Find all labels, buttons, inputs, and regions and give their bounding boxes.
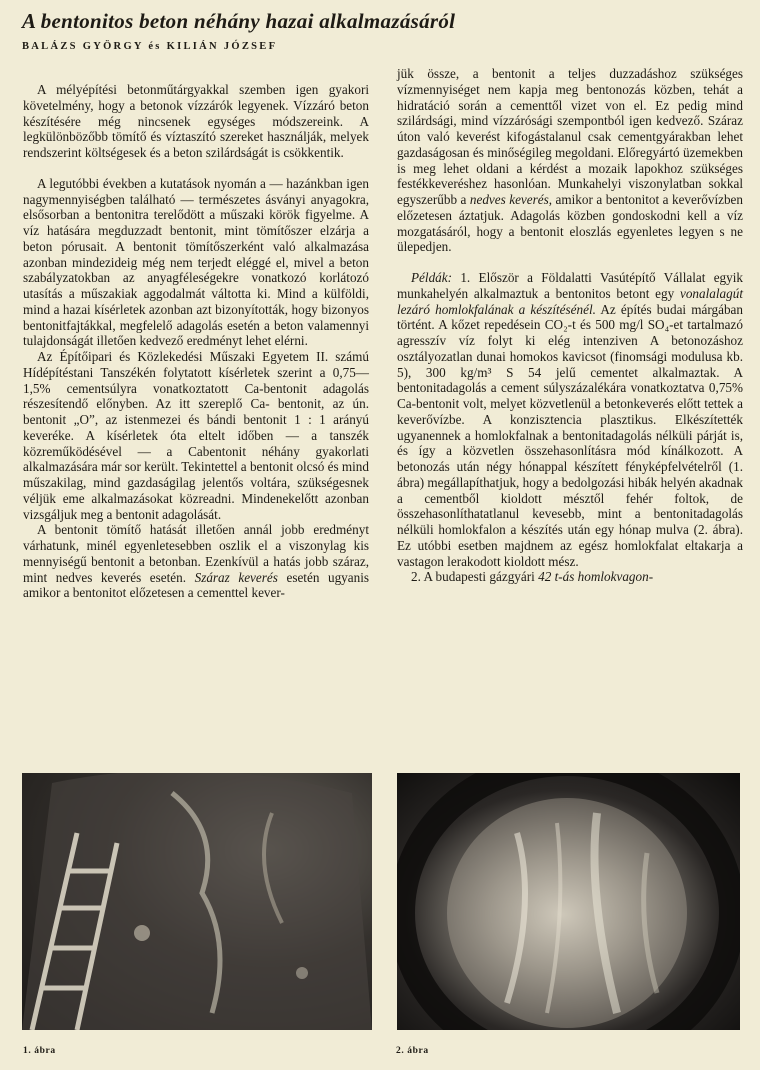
text-run: , amikor a bentonitot a keverővízben előzetesen áztatjuk. Adagolás közben gondoskodni kell a víz mozgatásáról, hogy a bentonit eloszlás egyenletes legyen s ne ülepedjen.: [397, 192, 744, 255]
text-run: esetén ugyanis amikor a bentonitot előzetesen a cementtel kever-: [23, 569, 370, 601]
paragraph: [23, 522, 369, 601]
italic-run: nedves keverés: [469, 192, 549, 207]
tunnel-face-photo-illustration: [397, 773, 740, 1030]
paragraph: [397, 270, 743, 569]
figure-1-caption: 1. ábra: [23, 1046, 56, 1056]
paragraph: Az Építőipari és Közlekedési Műszaki Egyetem II. számú Hídépítéstani Tanszékén folytatott kísérletek szerint a 0,75—1,5% cementsúlyra vonatkoztatott Ca-bentonit adagolás részesítendő előnyben. Az itt szereplő Ca- bentonit, az ún. bentonit „O”, az istenmezei és bándi bentonit 1 : 1 arányú keveréke. A kísérletek óta eltelt időben — a tanszék közreműködésével — a Cabentonit néhány gyakorlati alkalmazására már sor került. Tekintettel a bentonit olcsó és mind műszakilag, mind gazdaságilag jelentős voltára, szükségesnek véljük eme alkalmazásokat közreadni. Mindenekelőtt azonban vizsgáljuk meg a bentonit adagolását.: [23, 349, 369, 522]
right-text-column: [397, 66, 743, 585]
article-authors: BALÁZS GYÖRGY és KILIÁN JÓZSEF: [22, 41, 278, 52]
text-run: jük össze, a bentonit a teljes duzzadáshoz szükséges vízmennyiséget nem kapja meg bentonozás közben, tehát a hidratáció során a cementtől vizet von el. Ez pedig mind szilárdsági, mind vízzárósági szempontból igen kedvező. Száraz úton való keverést kifogástalanul csak cementgyárakban lehet gazdaságosan és minőségileg megoldani. Előregyártó üzemekben is meg lehet oldani a kérdést a mozaik lapokhoz szükséges festékkeveréshez hasonlóan. Munkahelyi viszonylatban sokkal egyszerűbb a: [397, 66, 743, 207]
figure-2-caption: 2. ábra: [396, 1046, 429, 1056]
paragraph: [397, 66, 743, 255]
italic-run: Száraz keverés: [194, 569, 278, 585]
italic-run: 42 t-ás homlokvagon-: [538, 569, 654, 585]
article-title: A bentonitos beton néhány hazai alkalmazásáról: [22, 9, 456, 33]
paragraph: A legutóbbi években a kutatások nyomán a — hazánkban igen nagymennyiségben található — természetes ásványi anyagokra, elsősorban a bentonitra terelődött a műszaki körök figyelme. A víz hatására megduzzadt bentonit, mint tömítőszer elzárja a beton pórusait. A bentonit tömítőszerként való alkalmazása azonban mindezideig még nem terjedt eléggé el, mivel a beton szabályzatokban az anyagféleségekre vonatkozó korlátozó utasítás a műszakiak aggodalmát váltotta ki. Mind a külföldi, mind a hazai kísérletek azonban azt bizonyították, hogy bizonyos bentonitfajtákkal, megfelelő adagolás esetén a beton valamennyi tulajdonságát illetően kedvező eredményt lehet elérni.: [23, 175, 369, 349]
figure-2-photo: [397, 773, 740, 1030]
paragraph: A mélyépítési betonműtárgyakkal szemben igen gyakori követelmény, hogy a betonok vízzárók legyenek. Vízzáró beton készítésére még nincsenek egységes módszereink. A legkülönbözőbb tömítő és víztaszító szereket használják, melyek rendszerint költségesek és a beton szilárdságát is csökkentik.: [23, 82, 369, 160]
text-run: 1. Először a Földalatti Vasútépítő Vállalat egyik munkahelyén alkalmaztuk a bentonitos betont egy: [397, 270, 743, 301]
figure-1-photo: [22, 773, 372, 1030]
paragraph: [397, 569, 743, 585]
tunnel-wall-photo-illustration: [22, 773, 372, 1030]
italic-run: vonalalagút lezáró homlokfalának a készítésénél.: [397, 285, 743, 317]
text-run: Az építés budai márgában történt. A kőzet repedésein CO₂-t és 500 mg/l SO₄-et tartalmazó agresszív víz folyt ki elég intenziven A betonozáshoz osztályozatlan dunai homokos kavicsot (finomsági modulusa kb. 5), 300 kg/m³ S 54 jelű cementet alkalmaztak. A bentonitadagolás a cement súlyszázalékára vonatkoztatva 0,75% Ca-bentonit volt, melyet közvetlenül a betonkeverés előtt tettek a keverővízbe. A konzisztencia plasztikus. Elkészítették ugyanennek a homlokfalnak a bentonitadagolás nélküli párját is, és így a közvetlen összehasonlításra mód kínálkozott. A betonozás után négy hónappal készített fényképfelvételről (1. ábra) megállapíthatjuk, hogy a bedolgozási hibák helyén akadnak a cementből kioldott mésztől fehér foltok, de összehasonlíthatatlanul kevesebb, mint a bentonitadagolás nélküli homlokfalon a készítés után egy hónap mulva (2. ábra). Ez utóbbi esetben majdnem az egész homlokfalat eltakarja a vastagon lerakodott kioldott mész.: [397, 301, 743, 569]
text-run: A bentonit tömítő hatását illetően annál jobb eredményt várhatunk, minél egyenletesebben oszlik el a viszonylag kis mennyiségű bentonit a betonban. Ezenkívül a hatás jobb száraz, mint nedves keverés esetén.: [23, 522, 369, 585]
left-text-column: [23, 82, 369, 601]
examples-label: Példák:: [411, 270, 453, 285]
text-run: 2. A budapesti gázgyári: [411, 569, 535, 585]
